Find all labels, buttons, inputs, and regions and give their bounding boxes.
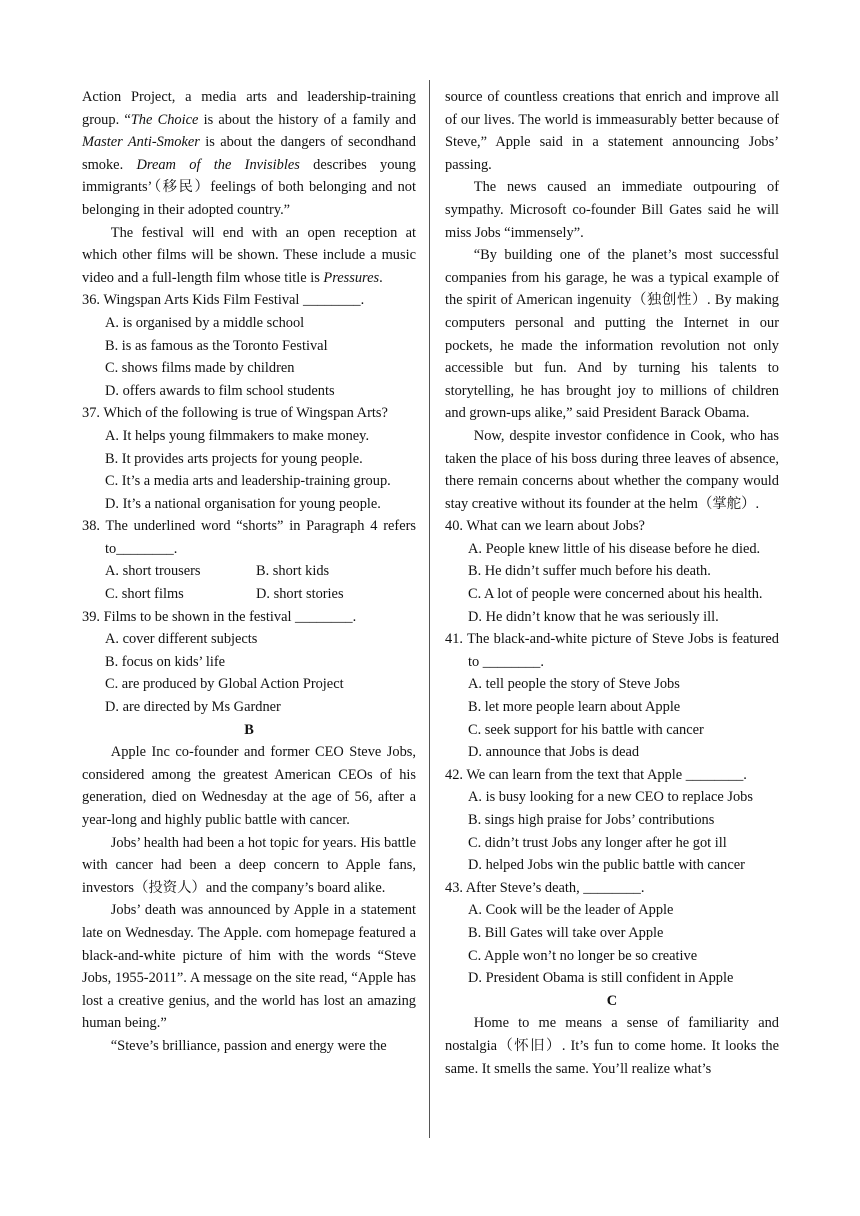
option-a: A. is busy looking for a new CEO to replace Jobs — [468, 789, 753, 806]
option-d: D. It’s a national organisation for young people. — [105, 495, 381, 512]
option-c: C. It’s a media arts and leadership-training group. — [105, 473, 391, 490]
option-b: B. Bill Gates will take over Apple — [468, 924, 664, 941]
question-stem: 39. Films to be shown in the festival ________. — [82, 608, 357, 625]
right-column — [445, 86, 779, 1080]
option-d: D. He didn’t know that he was seriously ill. — [468, 608, 719, 625]
question-stem: 40. What can we learn about Jobs? — [445, 518, 645, 535]
passage-b-paragraph: The news caused an immediate outpouring of sympathy. Microsoft co-founder Bill Gates said he will miss Jobs “immensely”. — [445, 179, 779, 241]
passage-b-paragraph: source of countless creations that enrich and improve all of our lives. The world is immeasurably better because of Steve,” Apple said in a statement announcing Jobs’ passing. — [445, 89, 779, 173]
passage-a-paragraph: Action Project, a media arts and leadership-training group. “The Choice is about the history of a family and Master Anti-Smoker is about the dangers of secondhand smoke. Dream of the Invisibles describes young immigrants’（移民）feelings of both belonging and not belonging in their adopted country.” — [82, 89, 417, 218]
option-a: A. It helps young filmmakers to make money. — [105, 427, 370, 444]
question-stem: 38. The underlined word “shorts” in Paragraph 4 refers to________. — [82, 518, 416, 557]
option-a: A. short trousers — [105, 563, 201, 580]
passage-b-paragraph: “By building one of the planet’s most successful companies from his garage, he was a typical example of the spirit of American ingenuity（独创性）. By making computers personal and putting the Internet in our pockets, he made the information revolution not only accessible but fun. And by turning his talents to storytelling, he has brought joy to millions of children and grown-ups alike,” said President Barack Obama. — [445, 247, 779, 422]
question-42 — [445, 764, 779, 877]
option-c: C. didn’t trust Jobs any longer after he got ill — [468, 834, 727, 851]
option-a: A. cover different subjects — [105, 631, 258, 648]
option-c: C. A lot of people were concerned about his health. — [468, 586, 763, 603]
option-b: B. focus on kids’ life — [105, 653, 226, 670]
question-38 — [82, 515, 416, 605]
passage-b-paragraph: Apple Inc co-founder and former CEO Steve Jobs, considered among the greatest American CEOs of his generation, died on Wednesday at the age of 56, after a year-long and highly public battle with cancer. — [82, 744, 416, 828]
option-d: D. announce that Jobs is dead — [468, 744, 640, 761]
option-b: B. short kids — [256, 563, 330, 580]
option-c: C. are produced by Global Action Project — [105, 676, 344, 693]
question-stem: 36. Wingspan Arts Kids Film Festival ________. — [82, 292, 365, 309]
passage-b-paragraph: Jobs’ health had been a hot topic for years. His battle with cancer had been a deep concern to Apple fans, investors（投资人）and the company’s board alike. — [82, 834, 416, 896]
question-37 — [82, 402, 416, 515]
option-c: C. shows films made by children — [105, 360, 295, 377]
passage-b-paragraph: Now, despite investor confidence in Cook, who has taken the place of his boss during three leaves of absence, there remain concerns about whether the company would stay creative without its founder at the helm（掌舵）. — [445, 427, 779, 512]
option-a: A. is organised by a middle school — [105, 314, 305, 331]
option-d: D. are directed by Ms Gardner — [105, 699, 281, 716]
question-36 — [82, 289, 416, 402]
option-c: C. Apple won’t no longer be so creative — [468, 947, 698, 964]
option-a: A. People knew little of his disease before he died. — [468, 540, 761, 557]
option-a: A. Cook will be the leader of Apple — [468, 902, 674, 919]
section-heading-c: C — [606, 992, 618, 1009]
option-b: B. He didn’t suffer much before his death. — [468, 563, 711, 580]
option-b: B. let more people learn about Apple — [468, 699, 681, 716]
option-c: C. seek support for his battle with cancer — [468, 721, 704, 738]
option-c: C. short films — [105, 586, 184, 603]
option-b: B. It provides arts projects for young people. — [105, 450, 363, 467]
option-d: D. offers awards to film school students — [105, 382, 335, 399]
option-a: A. tell people the story of Steve Jobs — [468, 676, 680, 693]
option-d: D. short stories — [256, 586, 344, 603]
question-40 — [445, 515, 779, 628]
option-row — [82, 583, 416, 606]
option-d: D. helped Jobs win the public battle with cancer — [468, 857, 745, 874]
passage-c-paragraph: Home to me means a sense of familiarity and nostalgia（怀旧）. It’s fun to come home. It looks the same. It smells the same. You’ll realize what’s — [445, 1015, 779, 1077]
option-row — [82, 560, 416, 583]
column-divider — [429, 80, 430, 1138]
passage-b-paragraph: “Steve’s brilliance, passion and energy were the — [110, 1037, 387, 1054]
passage-a-paragraph: The festival will end with an open reception at which other films will be shown. These include a music video and a full-length film whose title is Pressures. — [82, 224, 416, 286]
question-stem: 41. The black-and-white picture of Steve Jobs is featured to ________. — [445, 631, 779, 670]
question-stem: 37. Which of the following is true of Wingspan Arts? — [82, 405, 388, 422]
option-b: B. sings high praise for Jobs’ contributions — [468, 812, 715, 828]
question-stem: 43. After Steve’s death, ________. — [445, 879, 645, 896]
question-41 — [445, 628, 779, 764]
question-43 — [445, 877, 779, 990]
option-d: D. President Obama is still confident in Apple — [468, 970, 734, 987]
question-39 — [82, 606, 416, 719]
section-heading-b: B — [244, 721, 254, 738]
option-b: B. is as famous as the Toronto Festival — [105, 337, 328, 354]
left-column — [82, 86, 416, 1058]
question-stem: 42. We can learn from the text that Apple ________. — [445, 766, 747, 783]
passage-b-paragraph: Jobs’ death was announced by Apple in a statement late on Wednesday. The Apple. com homepage featured a black-and-white picture of him with the words “Steve Jobs, 1955-2011”. A message on the site read, “Apple has lost a creative genius, and the world has lost an amazing human being.” — [82, 902, 416, 1032]
